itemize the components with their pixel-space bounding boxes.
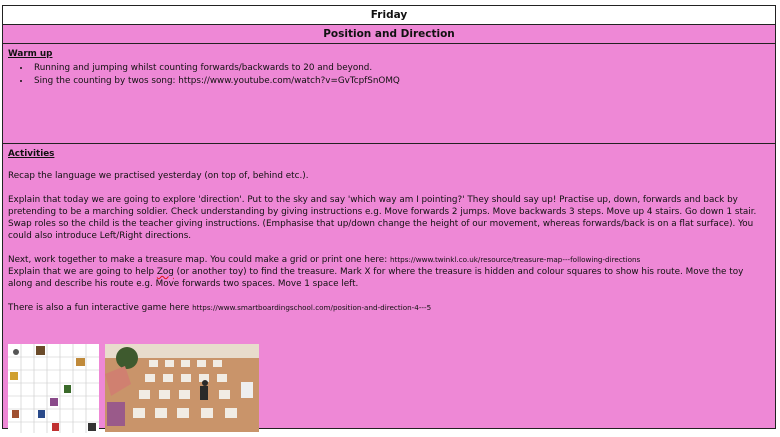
game-text: There is also a fun interactive game here (8, 303, 193, 313)
zog-word: Zog (156, 267, 174, 277)
activities-title: Activities (8, 149, 55, 159)
twinkl-link[interactable]: https://www.twinkl.co.uk/resource/treasure-map---following-directions (389, 255, 641, 264)
treasure-map-text: Next, work together to make a treasure map. You could make a grid or print one here: (8, 255, 390, 265)
game-link[interactable]: https://www.smartboardingschool.com/position-and-direction-4---5 (192, 303, 432, 312)
warm-up-title: Warm up (8, 49, 53, 59)
floor-grid-toy-photo (105, 344, 259, 432)
lesson-table (2, 5, 776, 429)
treasure-grid-map-image (8, 344, 99, 433)
warm-up-list (8, 62, 775, 88)
recap-paragraph: Recap the language we practised yesterday (on top of, behind etc.). (8, 171, 309, 181)
treasure-map-paragraph (8, 254, 769, 266)
explain-paragraph: Explain that today we are going to explore 'direction'. Put to the sky and say 'which way am I pointing?' They should say up! Practise up, down, forwards and back by pretending to be a marching soldier. Check understanding by giving instructions e.g. Move forwards 2 jumps. Move backwards 3 steps. Move up 4 stairs. Go down 1 stair. Swap roles so the child is the teacher giving instructions. (Emphasise that up/down change the height of our movement, whereas forwards/back is on a flat surface). You could also introduce Left/Right directions. (8, 195, 757, 241)
zog-paragraph (8, 266, 769, 290)
topic-heading: Position and Direction (3, 25, 775, 44)
activities-section (3, 144, 775, 428)
zog-text-before: Explain that we are going to help (8, 267, 157, 277)
warm-up-item: • Running and jumping whilst counting forwards/backwards to 20 and beyond. (31, 62, 775, 75)
zog-text-after: (or another toy) to find the treasure. Mark X for where the treasure is hidden and colour squares to show his route. Move the toy along and describe his route e.g. Move forwards two spaces. Move 1 space left. (8, 267, 744, 289)
warm-up-item: • Sing the counting by twos song: https://www.youtube.com/watch?v=GvTcpfSnOMQ (31, 75, 775, 88)
day-heading: Friday (3, 6, 775, 25)
warm-up-section (3, 44, 775, 144)
game-paragraph (8, 302, 769, 314)
